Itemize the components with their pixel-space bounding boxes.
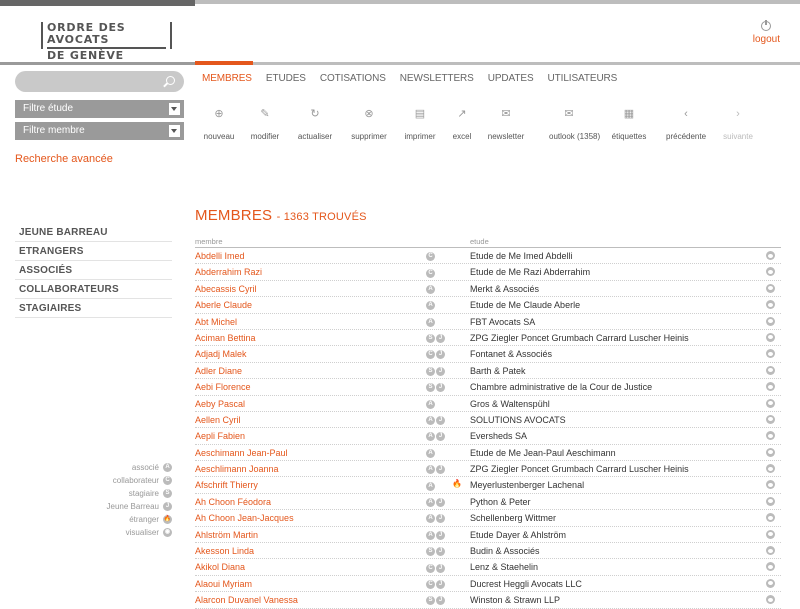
status-badge: A bbox=[426, 449, 435, 458]
tab-utilisateurs[interactable]: UTILISATEURS bbox=[547, 73, 618, 84]
view-icon[interactable] bbox=[766, 579, 775, 588]
status-badge: A bbox=[426, 432, 435, 441]
status-badge: A bbox=[426, 416, 435, 425]
table-row[interactable] bbox=[195, 428, 781, 444]
status-badge: A bbox=[426, 498, 435, 507]
table-row[interactable] bbox=[195, 396, 781, 412]
results-count: - 1363 TROUVÉS bbox=[276, 211, 367, 223]
member-badges bbox=[425, 595, 445, 605]
category-list bbox=[15, 223, 172, 318]
table-row[interactable] bbox=[195, 297, 781, 313]
view-icon[interactable] bbox=[766, 415, 775, 424]
status-badge: J bbox=[436, 531, 445, 540]
member-name-link[interactable]: Adler Diane bbox=[195, 365, 243, 376]
member-name-link[interactable]: Abecassis Cyril bbox=[195, 283, 257, 294]
toolbar-label: étiquettes bbox=[611, 132, 647, 141]
toolbar-mail-button[interactable] bbox=[549, 106, 601, 141]
search-input[interactable] bbox=[15, 71, 184, 92]
chevron-right-icon: › bbox=[736, 108, 740, 120]
active-tab-indicator bbox=[195, 61, 253, 65]
status-badge: J bbox=[436, 350, 445, 359]
logo-line-2: DE GENÈVE bbox=[47, 49, 124, 62]
advanced-search-link[interactable]: Recherche avancée bbox=[15, 153, 113, 165]
view-icon[interactable] bbox=[766, 448, 775, 457]
member-name-link[interactable]: Aebi Florence bbox=[195, 382, 251, 393]
member-name-link[interactable]: Aeby Pascal bbox=[195, 398, 246, 409]
tab-newsletters[interactable]: NEWSLETTERS bbox=[399, 73, 474, 84]
legend-badge-icon: 🔥 bbox=[163, 516, 172, 523]
member-badges bbox=[425, 431, 445, 441]
toolbar-label: imprimer bbox=[404, 132, 436, 141]
legend-item bbox=[60, 500, 172, 513]
table-row[interactable] bbox=[195, 527, 781, 543]
member-badges bbox=[425, 317, 435, 327]
members-table bbox=[195, 248, 781, 609]
member-name-link[interactable]: Afschrift Thierry bbox=[195, 480, 258, 491]
legend-label: visualiser bbox=[125, 528, 159, 537]
legend-label: associé bbox=[131, 463, 159, 472]
legend-badge-icon: A bbox=[163, 463, 172, 472]
power-icon bbox=[761, 21, 771, 31]
view-icon[interactable] bbox=[766, 546, 775, 555]
status-badge: J bbox=[436, 547, 445, 556]
chevron-down-icon[interactable] bbox=[169, 103, 180, 115]
table-row[interactable] bbox=[195, 477, 781, 493]
legend-label: étranger bbox=[129, 515, 159, 524]
tab-cotisations[interactable]: COTISATIONS bbox=[319, 73, 386, 84]
member-badges bbox=[425, 579, 445, 589]
member-name-link[interactable]: Abderrahim Razi bbox=[195, 267, 263, 278]
member-name-link[interactable]: Akikol Diana bbox=[195, 562, 246, 573]
status-badge: J bbox=[436, 580, 445, 589]
table-row[interactable] bbox=[195, 379, 781, 395]
member-name-link[interactable]: Abt Michel bbox=[195, 316, 238, 327]
status-badge: S bbox=[426, 547, 435, 556]
column-header-etude[interactable]: etude bbox=[470, 237, 489, 246]
toolbar-label: newsletter bbox=[487, 132, 525, 141]
status-badge: S bbox=[426, 367, 435, 376]
toolbar-label: nouveau bbox=[203, 132, 235, 141]
pencil-icon: ✎ bbox=[260, 108, 270, 120]
category-etrangers[interactable]: ETRANGERS bbox=[15, 242, 172, 261]
table-row[interactable] bbox=[195, 281, 781, 297]
member-name-link[interactable]: Aberle Claude bbox=[195, 300, 253, 311]
view-icon[interactable] bbox=[766, 399, 775, 408]
view-icon[interactable] bbox=[766, 480, 775, 489]
status-badge: J bbox=[436, 498, 445, 507]
toolbar-label: modifier bbox=[250, 132, 280, 141]
view-icon[interactable] bbox=[766, 333, 775, 342]
member-etude: Chambre administrative de la Cour de Justice bbox=[470, 382, 653, 393]
member-badges bbox=[425, 480, 435, 490]
filter-etude-select[interactable] bbox=[15, 100, 184, 118]
status-badge: J bbox=[436, 432, 445, 441]
status-badge: C bbox=[426, 580, 435, 589]
logo-line-1: ORDRE DES AVOCATS bbox=[47, 22, 166, 49]
table-row[interactable] bbox=[195, 330, 781, 346]
view-icon[interactable] bbox=[766, 530, 775, 539]
member-name-link[interactable]: Aeschimann Jean-Paul bbox=[195, 447, 288, 458]
logo bbox=[41, 21, 172, 62]
member-name-link[interactable]: Aciman Bettina bbox=[195, 332, 256, 343]
tab-etudes[interactable]: ETUDES bbox=[265, 73, 306, 84]
member-badges bbox=[425, 267, 435, 277]
chevron-down-icon[interactable] bbox=[169, 125, 180, 137]
toolbar-label: outlook (1358) bbox=[549, 132, 601, 141]
view-icon[interactable] bbox=[766, 349, 775, 358]
table-row[interactable] bbox=[195, 592, 781, 608]
legend-badge-icon: S bbox=[163, 489, 172, 498]
status-badge: S bbox=[426, 596, 435, 605]
view-icon[interactable] bbox=[766, 382, 775, 391]
status-badge: C bbox=[426, 564, 435, 573]
status-badge: J bbox=[436, 514, 445, 523]
logout-link[interactable]: logout bbox=[752, 34, 780, 45]
member-name-link[interactable]: Akesson Linda bbox=[195, 546, 255, 557]
column-header-membre[interactable]: membre bbox=[195, 237, 223, 246]
member-etude: Schellenberg Wittmer bbox=[470, 513, 557, 524]
member-name-link[interactable]: Abdelli Imed bbox=[195, 251, 245, 261]
printer-icon: ▤ bbox=[414, 108, 426, 120]
view-icon[interactable] bbox=[766, 300, 775, 309]
member-etude: Etude de Me Jean-Paul Aeschimann bbox=[470, 447, 616, 458]
table-row[interactable] bbox=[195, 494, 781, 510]
table-row[interactable] bbox=[195, 461, 781, 477]
foreigner-icon: 🔥 bbox=[452, 479, 462, 489]
member-badges bbox=[425, 366, 445, 376]
status-badge: A bbox=[426, 531, 435, 540]
status-badge: S bbox=[426, 383, 435, 392]
toolbar-chevron-left-button[interactable] bbox=[666, 106, 706, 141]
toolbar-label: précédente bbox=[666, 132, 707, 141]
status-badge: J bbox=[436, 334, 445, 343]
status-badge: A bbox=[426, 514, 435, 523]
member-etude: Winston & Strawn LLP bbox=[470, 595, 561, 606]
view-icon[interactable] bbox=[766, 513, 775, 522]
view-icon[interactable] bbox=[766, 497, 775, 506]
toolbar-refresh-button[interactable] bbox=[295, 106, 335, 141]
member-etude: ZPG Ziegler Poncet Grumbach Carrard Luscher Heinis bbox=[470, 464, 689, 475]
toolbar-delete-button[interactable] bbox=[349, 106, 389, 141]
legend-item bbox=[60, 487, 172, 500]
member-etude: Budin & Associés bbox=[470, 546, 540, 557]
member-badges bbox=[425, 530, 445, 540]
member-badges bbox=[425, 382, 445, 392]
member-name-link[interactable]: Ah Choon Jean-Jacques bbox=[195, 513, 294, 524]
toolbar-label: excel bbox=[452, 132, 472, 141]
status-badge: A bbox=[426, 285, 435, 294]
status-badge: A bbox=[426, 400, 435, 409]
legend-item bbox=[60, 474, 172, 487]
filter-etude-label: Filtre étude bbox=[23, 103, 74, 114]
member-name-link[interactable]: Aepli Fabien bbox=[195, 431, 246, 442]
table-row[interactable] bbox=[195, 363, 781, 379]
status-badge: A bbox=[426, 482, 435, 491]
member-badges bbox=[425, 284, 435, 294]
mail-icon: ✉ bbox=[564, 108, 574, 120]
status-badge: C bbox=[426, 252, 435, 261]
view-icon[interactable] bbox=[766, 317, 775, 326]
member-badges bbox=[425, 300, 435, 310]
toolbar-labels-button[interactable] bbox=[609, 106, 649, 141]
member-etude: Python & Peter bbox=[470, 496, 531, 507]
legend-badge-icon: J bbox=[163, 502, 172, 511]
legend-label: stagiaire bbox=[128, 489, 159, 498]
member-badges bbox=[425, 349, 445, 359]
status-badge: C bbox=[426, 350, 435, 359]
toolbar bbox=[195, 106, 795, 146]
member-name-link[interactable]: Adjadj Malek bbox=[195, 349, 247, 360]
view-icon[interactable] bbox=[766, 284, 775, 293]
view-icon[interactable] bbox=[766, 562, 775, 571]
table-row[interactable] bbox=[195, 510, 781, 526]
view-icon[interactable] bbox=[766, 431, 775, 440]
toolbar-label: supprimer bbox=[351, 132, 387, 141]
member-name-link[interactable]: Ah Choon Féodora bbox=[195, 496, 272, 507]
member-etude: Etude de Me Claude Aberle bbox=[470, 300, 581, 311]
legend-item bbox=[60, 526, 172, 539]
top-bar-light bbox=[195, 0, 800, 4]
main-nav bbox=[202, 73, 631, 84]
table-row[interactable] bbox=[195, 576, 781, 592]
member-etude: Barth & Patek bbox=[470, 365, 526, 376]
legend-label: Jeune Barreau bbox=[106, 502, 159, 511]
table-row[interactable] bbox=[195, 264, 781, 280]
category-associes[interactable]: ASSOCIÉS bbox=[15, 261, 172, 280]
status-badge: A bbox=[426, 301, 435, 310]
legend-badge-icon: ◉ bbox=[164, 529, 171, 536]
member-etude: Lenz & Staehelin bbox=[470, 562, 539, 573]
status-badge: J bbox=[436, 383, 445, 392]
member-etude: Meyerlustenberger Lachenal bbox=[470, 480, 585, 491]
top-bar-dark bbox=[0, 0, 195, 6]
member-name-link[interactable]: Aellen Cyril bbox=[195, 414, 241, 425]
tab-updates[interactable]: UPDATES bbox=[487, 73, 534, 84]
category-collaborateurs[interactable]: COLLABORATEURS bbox=[15, 280, 172, 299]
search-icon[interactable] bbox=[166, 76, 175, 85]
legend-label: collaborateur bbox=[112, 476, 159, 485]
member-name-link[interactable]: Alarcon Duvanel Vanessa bbox=[195, 595, 298, 606]
tab-membres[interactable]: MEMBRES bbox=[202, 73, 252, 84]
legend bbox=[60, 461, 172, 539]
member-etude: Fontanet & Associés bbox=[470, 349, 553, 360]
view-icon[interactable] bbox=[766, 251, 775, 260]
header-separator-left bbox=[0, 62, 195, 65]
toolbar-newsletter-button[interactable] bbox=[486, 106, 526, 141]
status-badge: J bbox=[436, 465, 445, 474]
status-badge: A bbox=[426, 318, 435, 327]
toolbar-chevron-right-button[interactable] bbox=[718, 106, 758, 141]
member-etude: Gros & Waltenspühl bbox=[470, 398, 550, 409]
logout-button[interactable] bbox=[753, 21, 780, 45]
status-badge: J bbox=[436, 596, 445, 605]
table-row[interactable] bbox=[195, 543, 781, 559]
view-icon[interactable] bbox=[766, 464, 775, 473]
member-etude: SOLUTIONS AVOCATS bbox=[470, 414, 566, 425]
member-badges bbox=[425, 513, 445, 523]
table-row[interactable] bbox=[195, 559, 781, 575]
member-badges bbox=[425, 415, 445, 425]
table-row[interactable] bbox=[195, 314, 781, 330]
delete-icon: ⊗ bbox=[364, 108, 374, 120]
toolbar-label: suivante bbox=[723, 132, 753, 141]
legend-item bbox=[60, 513, 172, 526]
toolbar-plus-button[interactable] bbox=[199, 106, 239, 141]
status-badge: J bbox=[436, 416, 445, 425]
legend-item bbox=[60, 461, 172, 474]
member-etude: Merkt & Associés bbox=[470, 283, 540, 294]
status-badge: S bbox=[426, 334, 435, 343]
toolbar-pencil-button[interactable] bbox=[245, 106, 285, 141]
status-badge: J bbox=[436, 564, 445, 573]
member-name-link[interactable]: Ahlström Martin bbox=[195, 529, 259, 540]
view-icon[interactable] bbox=[766, 267, 775, 276]
member-name-link[interactable]: Aeschlimann Joanna bbox=[195, 464, 279, 475]
toolbar-printer-button[interactable] bbox=[400, 106, 440, 141]
member-badges bbox=[425, 546, 445, 556]
member-badges bbox=[425, 562, 445, 572]
chevron-left-icon: ‹ bbox=[684, 108, 688, 120]
member-etude: Etude de Me Razi Abderrahim bbox=[470, 267, 591, 278]
table-row[interactable] bbox=[195, 412, 781, 428]
member-etude: ZPG Ziegler Poncet Grumbach Carrard Luscher Heinis bbox=[470, 332, 689, 343]
page-title bbox=[195, 207, 367, 224]
plus-icon: ⊕ bbox=[214, 108, 224, 120]
table-row[interactable] bbox=[195, 248, 781, 264]
refresh-icon: ↻ bbox=[310, 108, 320, 120]
status-badge: J bbox=[436, 367, 445, 376]
status-badge: C bbox=[426, 269, 435, 278]
filter-membre-label: Filtre membre bbox=[23, 125, 85, 136]
filter-membre-select[interactable] bbox=[15, 122, 184, 140]
toolbar-export-button[interactable] bbox=[442, 106, 482, 141]
member-etude: Etude de Me Imed Abdelli bbox=[470, 251, 573, 261]
table-row[interactable] bbox=[195, 346, 781, 362]
member-etude: FBT Avocats SA bbox=[470, 316, 536, 327]
category-jeune-barreau[interactable]: JEUNE BARREAU bbox=[15, 223, 172, 242]
member-etude: Ducrest Heggli Avocats LLC bbox=[470, 578, 582, 589]
member-badges bbox=[425, 251, 435, 261]
member-badges bbox=[425, 464, 445, 474]
legend-badge-icon: C bbox=[163, 476, 172, 485]
export-icon: ↗ bbox=[457, 108, 467, 120]
view-icon[interactable] bbox=[766, 366, 775, 375]
status-badge: A bbox=[426, 465, 435, 474]
member-badges bbox=[425, 497, 445, 507]
labels-icon: ▦ bbox=[623, 108, 635, 120]
member-etude: Etude Dayer & Ahlström bbox=[470, 529, 567, 540]
member-etude: Eversheds SA bbox=[470, 431, 528, 442]
member-badges bbox=[425, 448, 435, 458]
table-row[interactable] bbox=[195, 445, 781, 461]
category-stagiaires[interactable]: STAGIAIRES bbox=[15, 299, 172, 318]
view-icon[interactable] bbox=[766, 595, 775, 604]
toolbar-label: actualiser bbox=[297, 132, 333, 141]
member-badges bbox=[425, 399, 435, 409]
newsletter-icon: ✉ bbox=[501, 108, 511, 120]
members-title: MEMBRES bbox=[195, 207, 273, 224]
member-badges bbox=[425, 333, 445, 343]
member-name-link[interactable]: Alaoui Myriam bbox=[195, 578, 253, 589]
header-separator-right bbox=[195, 62, 800, 65]
